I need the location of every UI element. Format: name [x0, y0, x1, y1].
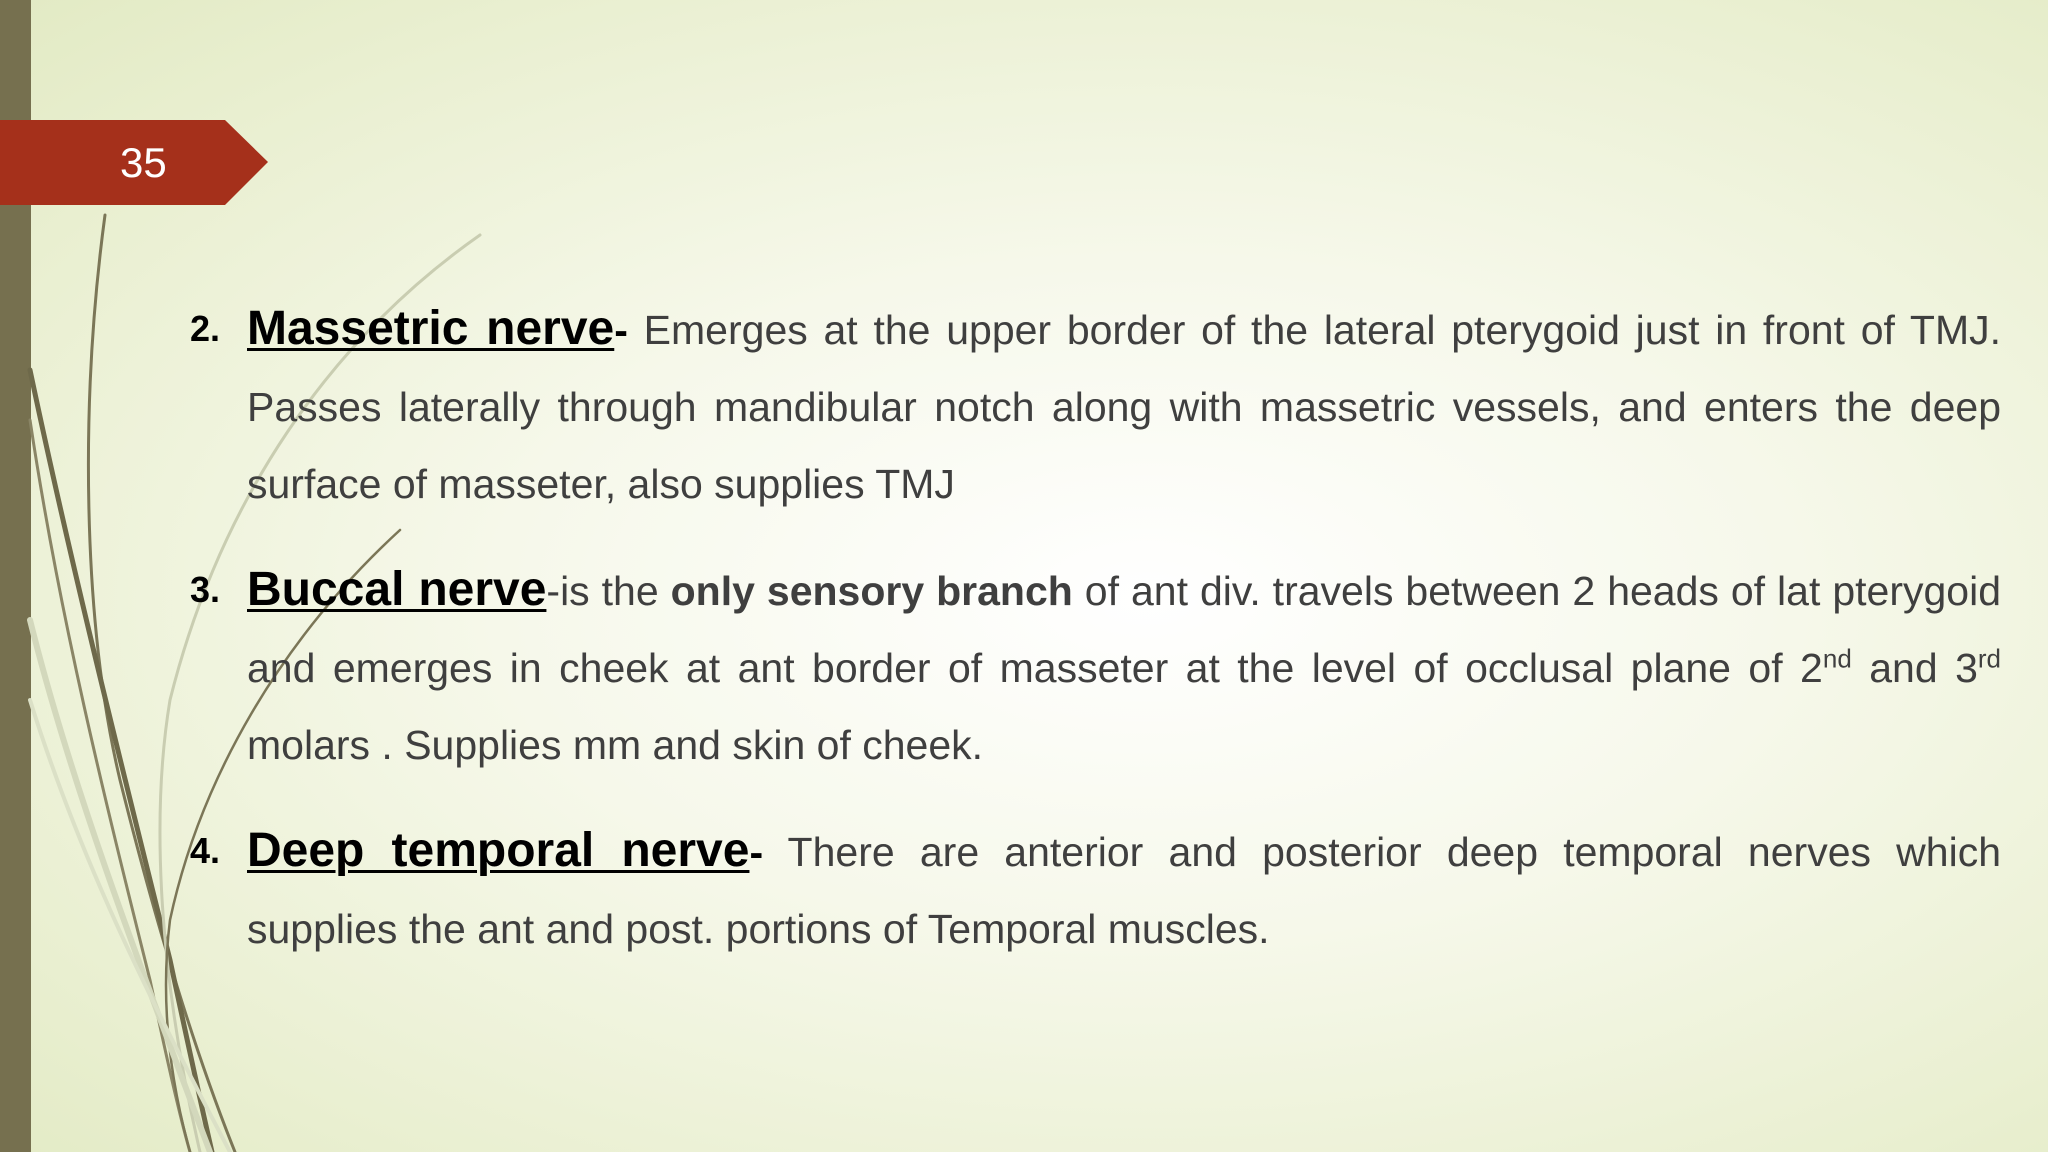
term-heading: Buccal nerve: [247, 563, 547, 616]
item-number: 3.: [190, 569, 221, 610]
entry-buccal-nerve: [190, 551, 2001, 784]
slide-number-tag: [0, 120, 268, 205]
term-separator: -: [546, 568, 561, 614]
slide-number: 35: [120, 139, 167, 186]
paragraph: [190, 812, 2001, 968]
paragraph: [190, 290, 2001, 523]
term-heading: Deep temporal nerve: [247, 824, 750, 877]
item-number: 2.: [190, 308, 221, 349]
entry-massetric-nerve: [190, 290, 2001, 523]
entry-deep-temporal-nerve: [190, 812, 2001, 968]
term-separator: -: [749, 829, 764, 875]
paragraph: [190, 551, 2001, 784]
description-text: There are anterior and posterior deep temporal nerves which supplies the ant and post. portions of Temporal muscles.: [247, 829, 2002, 952]
ordinal-suffix: rd: [1977, 643, 2001, 674]
description-text: of ant div. travels between 2 heads of lat pterygoid and emerges in cheek at ant border of masseter at the level of occlusal plane of: [247, 568, 2001, 691]
description-text: molars . Supplies mm and skin of cheek.: [247, 722, 984, 768]
description-text: Emerges at the upper border of the lateral pterygoid just in front of TMJ. Passes laterally through mandibular notch along with massetric vessels, and enters the deep surface of masseter, also supplies TMJ: [247, 307, 2002, 507]
slide-content: [190, 290, 2001, 996]
ordinal-suffix: nd: [1822, 643, 1852, 674]
term-separator: -: [614, 307, 628, 353]
ordinal-number: 3: [1955, 645, 1978, 691]
item-number: 4.: [190, 830, 221, 871]
description-text: and: [1851, 645, 1956, 691]
description-text: is the: [560, 568, 671, 614]
term-heading: Massetric nerve: [247, 302, 615, 355]
emphasis-text: only sensory branch: [670, 568, 1073, 614]
ordinal-number: 2: [1800, 645, 1823, 691]
